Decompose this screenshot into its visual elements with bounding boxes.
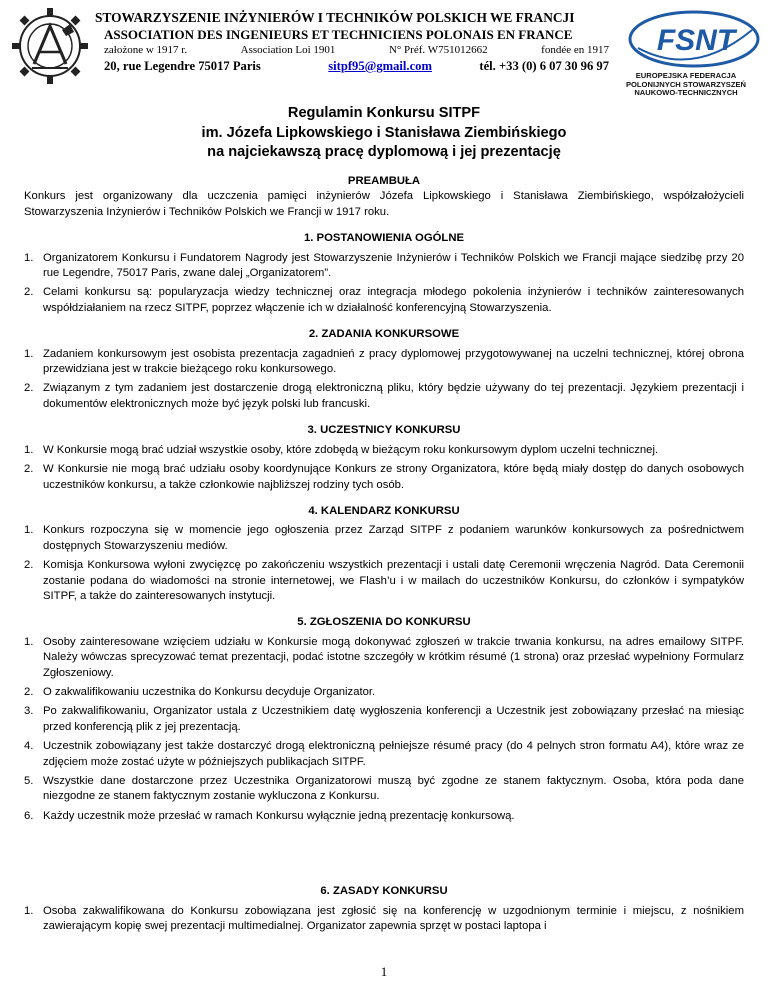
- list-item: [24, 285, 744, 316]
- founded-fr: fondée en 1917: [541, 44, 609, 56]
- item-number: 2.: [24, 463, 34, 476]
- item-text: W Konkursie mogą brać udział wszystkie osoby, które zdobędą w bieżącym roku konkursowym dyplom uczelni technicznej.: [43, 443, 659, 456]
- founded-pl: założone w 1917 r.: [104, 44, 188, 56]
- item-number: 1.: [24, 443, 34, 456]
- item-text: Osoba zakwalifikowana do Konkursu zobowiązana jest zgłosić się na konferencję w uzgodnionym terminie i miejscu, z nośnikiem zawierającym kopię swej prezentacji multimedialnej. Organizator zapewnia sprzęt w postaci laptopa i: [43, 904, 744, 933]
- item-text: Po zakwalifikowaniu, Organizator ustala z Uczestnikiem datę wygłoszenia konferencji a Uczestnik jest zobowiązany przesłać na miesiąc przed konferencją plik z jej prezentacją.: [43, 705, 744, 733]
- list-item: [24, 685, 744, 700]
- item-number: 2.: [24, 286, 34, 299]
- item-number: 3.: [24, 705, 34, 718]
- item-text: Organizatorem Konkursu i Fundatorem Nagrody jest Stowarzyszenie Inżynierów i Techników Polskich we Francji mające siedzibę przy 20 rue Legendre, 75017 Paris, zwane dalej „Organizatorem”.: [43, 251, 744, 280]
- item-number: 1.: [24, 524, 34, 537]
- title-line-1: Regulamin Konkursu SITPF: [287, 105, 481, 121]
- item-text: W Konkursie nie mogą brać udziału osoby koordynujące Konkurs ze strony Organizatora, które będą miały dostęp do danych osobowych uczestników konkursu, a także członkowie najbliższej rodziny tych osób.: [43, 463, 744, 491]
- list-item: [24, 443, 744, 458]
- section-list: [24, 523, 744, 604]
- section-heading: 2. ZADANIA KONKURSOWE: [308, 328, 460, 341]
- document-title: [0, 104, 768, 163]
- list-item: [24, 774, 744, 805]
- address: 20, rue Legendre 75017 Paris: [104, 59, 261, 73]
- org-registration-line: [104, 44, 609, 56]
- fsnt-logo: [624, 8, 764, 70]
- federation-line: POLONIJNYCH STOWARZYSZEŃ: [625, 79, 747, 89]
- item-number: 4.: [24, 740, 34, 753]
- item-number: 2.: [24, 685, 34, 698]
- list-item: [24, 739, 744, 770]
- item-number: 1.: [24, 347, 34, 360]
- federation-line: NAUKOWO-TECHNICZNYCH: [634, 88, 738, 98]
- section-heading: 3. UCZESTNICY KONKURSU: [307, 424, 461, 437]
- title-line-3: na najciekawszą pracę dyplomową i jej prezentację: [207, 144, 561, 160]
- phone: tél. +33 (0) 6 07 30 96 97: [479, 59, 609, 73]
- list-item: [24, 251, 744, 282]
- document-body: [24, 174, 744, 934]
- prefecture-number: N° Préf. W751012662: [388, 44, 488, 56]
- list-item: [24, 523, 744, 554]
- association-law: Association Loi 1901: [240, 44, 336, 56]
- list-item: [24, 635, 744, 681]
- federation-line: EUROPEJSKA FEDERACJA: [635, 71, 737, 80]
- section-list: [24, 635, 744, 824]
- preamble-heading: PREAMBUŁA: [347, 175, 421, 187]
- list-item: [24, 704, 744, 735]
- section-list: [24, 347, 744, 413]
- list-item: [24, 809, 744, 824]
- item-text: Wszystkie dane dostarczone przez Uczestnika Organizatorowi muszą być zgodne ze stanem faktycznym. Osoba, która poda dane niezgodne ze stanem faktycznym zostanie wykluczona z Konkursu.: [43, 775, 744, 803]
- section-list: [24, 251, 744, 317]
- section-heading: 6. ZASADY KONKURSU: [320, 885, 448, 898]
- org-name-fr: ASSOCIATION DES INGENIEURS ET TECHNICIENS POLONAIS EN FRANCE: [104, 27, 573, 42]
- org-name-pl: STOWARZYSZENIE INŻYNIERÓW I TECHNIKÓW POLSKICH WE FRANCJI: [95, 10, 575, 25]
- list-item: [24, 381, 744, 412]
- item-number: 1.: [24, 904, 34, 917]
- item-text: Każdy uczestnik może przesłać w ramach Konkursu wyłącznie jedną prezentację konkursową.: [43, 809, 515, 822]
- item-number: 2.: [24, 382, 34, 395]
- section-heading: 5. ZGŁOSZENIA DO KONKURSU: [297, 616, 471, 629]
- item-number: 5.: [24, 775, 34, 787]
- preamble-text: Konkurs jest organizowany dla uczczenia pamięci inżynierów Józefa Lipkowskiego i Stanisława Ziembińskiego, współzałożycieli Stowarzyszenia Inżynierów i Techników Polskich we Francji w 1917 roku.: [24, 190, 744, 218]
- list-item: [24, 904, 744, 935]
- sitpf-emblem-logo: [10, 6, 90, 86]
- title-line-2: im. Józefa Lipkowskiego i Stanisława Ziembińskiego: [201, 124, 567, 141]
- section-heading: 4. KALENDARZ KONKURSU: [308, 504, 460, 517]
- section-list: [24, 904, 744, 935]
- fsnt-logo-text: FSNT: [656, 24, 736, 57]
- item-text: Konkurs rozpoczyna się w momencie jego ogłoszenia przez Zarząd SITPF z podaniem warunków konkursowych za pośrednictwem dostępnych Stowarzyszeniu mediów.: [43, 524, 744, 552]
- list-item: [24, 558, 744, 604]
- item-number: 6.: [24, 809, 34, 822]
- item-number: 1.: [24, 251, 34, 264]
- section-list: [24, 443, 744, 493]
- item-text: Zadaniem konkursowym jest osobista prezentacja zagadnień z pracy dyplomowej przygotowywanej na uczelni technicznej, której obrona przewidziana jest w trakcie bieżącego roku konkursowego.: [43, 347, 744, 376]
- item-text: Związanym z tym zadaniem jest dostarczenie drogą elektroniczną pliku, który będzie używany do tej prezentacji. Językiem prezentacji i dokumentów elektronicznych może być język polski lub francuski.: [43, 382, 744, 410]
- section-heading: 1. POSTANOWIENIA OGÓLNE: [303, 232, 465, 245]
- item-text: O zakwalifikowaniu uczestnika do Konkursu decyduje Organizator.: [43, 685, 376, 698]
- item-text: Celami konkursu są: popularyzacja wiedzy technicznej oraz integracja młodego pokolenia inżynierów i techników zainteresowanych współdziałaniem na rzecz SITPF, poprzez włączenie ich w działalność konferencyjną Stowarzyszenia.: [43, 286, 744, 314]
- federation-name: [606, 72, 766, 98]
- email-link[interactable]: sitpf95@gmail.com: [328, 59, 432, 73]
- list-item: [24, 462, 744, 493]
- item-text: Uczestnik zobowiązany jest także dostarczyć drogą elektroniczną pełniejsze résumé pracy (do 4 pelnych stron formatu A4), które wraz ze zdjęciem może zostać użyte w późniejszych publikacjach SITPF.: [43, 740, 744, 768]
- list-item: [24, 347, 744, 378]
- item-text: Komisja Konkursowa wyłoni zwycięzcę po zakończeniu wszystkich prezentacji i ustali datę Ceremonii wręczenia Nagród. Data Ceremonii zostanie podana do wiadomości na stronie internetowej, we Flash’u i w mailach do uczestników Konkursu, do członków i sympatyków SITPF, a także do zainteresowanych instytucji.: [43, 559, 744, 602]
- item-number: 2.: [24, 559, 34, 572]
- item-number: 1.: [24, 635, 34, 648]
- page-number: 1: [380, 964, 388, 979]
- item-text: Osoby zainteresowane wzięciem udziału w Konkursie mogą dokonywać zgłoszeń w trakcie trwania konkursu, na adres emailowy SITPF. Należy wówczas sprecyzować temat prezentacji, podać istotne szczegóły w krótkim résumé (1 strona) oraz przesłać wypełniony Formularz Zgłoszeniowy.: [43, 635, 744, 679]
- org-contact-line: [104, 59, 609, 74]
